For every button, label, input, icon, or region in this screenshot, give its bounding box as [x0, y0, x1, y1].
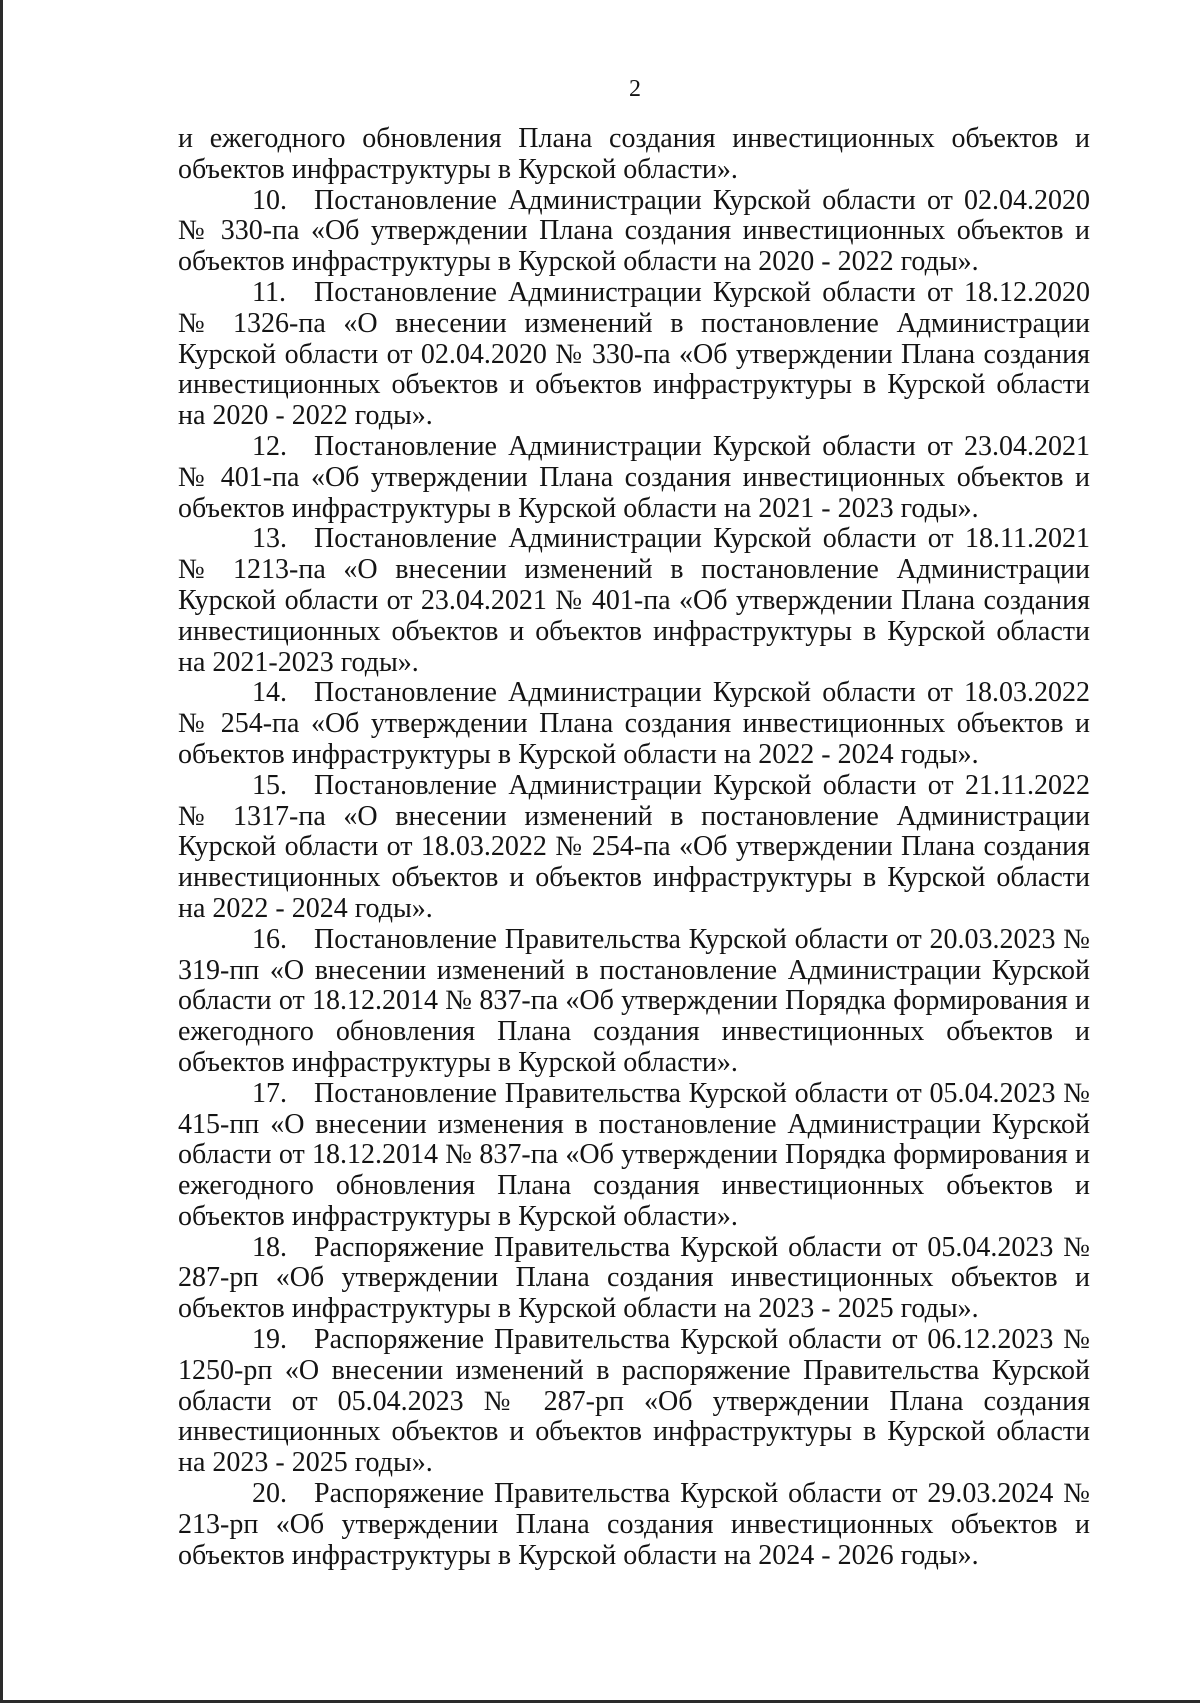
document-body: [178, 124, 1090, 1571]
item-text: Постановление Администрации Курской области от 02.04.2020 № 330-па «Об утверждении Плана создания инвестиционных объектов и объектов инфраструктуры в Курской области на 2020 - 2022 годы».: [178, 184, 1090, 278]
list-item: [178, 1479, 1090, 1571]
item-number: 18.: [252, 1231, 287, 1263]
item-number: 13.: [252, 523, 287, 555]
item-number: 11.: [252, 276, 286, 308]
list-item: [178, 524, 1090, 678]
list-item: [178, 432, 1090, 524]
item-text: Постановление Администрации Курской области от 18.11.2021 № 1213-па «О внесении изменений в постановление Администрации Курской области от 23.04.2021 № 401-па «Об утверждении Плана создания инвестиционных объектов и объектов инфраструктуры в Курской области на 2021-2023 годы».: [178, 523, 1090, 678]
item-number: 10.: [252, 184, 287, 216]
item-text: Постановление Правительства Курской области от 20.03.2023 № 319-пп «О внесении изменений в постановление Администрации Курской области от 18.12.2014 № 837-па «Об утверждении Порядка формирования и ежегодного обновления Плана создания инвестиционных объектов и объектов инфраструктуры в Курской области».: [178, 923, 1090, 1078]
item-text: Постановление Администрации Курской области от 23.04.2021 № 401-па «Об утверждении Плана создания инвестиционных объектов и объектов инфраструктуры в Курской области на 2021 - 2023 годы».: [178, 430, 1090, 524]
item-text: Постановление Администрации Курской области от 18.12.2020 № 1326-па «О внесении изменений в постановление Администрации Курской области от 02.04.2020 № 330-па «Об утверждении Плана создания инвестиционных объектов и объектов инфраструктуры в Курской области на 2020 - 2022 годы».: [178, 276, 1090, 432]
list-item: [178, 1325, 1090, 1479]
list-item: [178, 678, 1090, 770]
list-item: [178, 925, 1090, 1079]
item-number: 19.: [252, 1324, 287, 1356]
list-item: [178, 186, 1090, 278]
item-number: 20.: [252, 1478, 287, 1510]
list-item: [178, 278, 1090, 432]
item-number: 16.: [252, 923, 287, 955]
intro-paragraph: и ежегодного обновления Плана создания инвестиционных объектов и объектов инфраструктуры в Курской области».: [178, 123, 1090, 185]
item-text: Распоряжение Правительства Курской области от 06.12.2023 № 1250-рп «О внесении изменений в распоряжение Правительства Курской области от 05.04.2023 № 287-рп «Об утверждении Плана создания инвестиционных объектов и объектов инфраструктуры в Курской области на 2023 - 2025 годы».: [178, 1324, 1090, 1479]
list-item: [178, 1233, 1090, 1325]
item-number: 14.: [252, 677, 287, 709]
scan-edge-left: [0, 0, 3, 1703]
item-number: 12.: [252, 430, 287, 462]
item-text: Постановление Администрации Курской области от 21.11.2022 № 1317-па «О внесении изменений в постановление Администрации Курской области от 18.03.2022 № 254-па «Об утверждении Плана создания инвестиционных объектов и объектов инфраструктуры в Курской области на 2022 - 2024 годы».: [178, 769, 1090, 924]
list-item: [178, 1079, 1090, 1233]
item-text: Распоряжение Правительства Курской области от 05.04.2023 № 287-рп «Об утверждении Плана создания инвестиционных объектов и объектов инфраструктуры в Курской области на 2023 - 2025 годы».: [178, 1231, 1090, 1325]
item-number: 17.: [252, 1077, 287, 1109]
item-number: 15.: [252, 769, 287, 801]
item-text: Постановление Администрации Курской области от 18.03.2022 № 254-па «Об утверждении Плана создания инвестиционных объектов и объектов инфраструктуры в Курской области на 2022 - 2024 годы».: [178, 677, 1090, 770]
item-text: Распоряжение Правительства Курской области от 29.03.2024 № 213-рп «Об утверждении Плана создания инвестиционных объектов и объектов инфраструктуры в Курской области на 2024 - 2026 годы».: [178, 1478, 1090, 1571]
list-item: [178, 771, 1090, 925]
page-number: 2: [629, 76, 641, 102]
item-text: Постановление Правительства Курской области от 05.04.2023 № 415-пп «О внесении изменения в постановление Администрации Курской области от 18.12.2014 № 837-па «Об утверждении Порядка формирования и ежегодного обновления Плана создания инвестиционных объектов и объектов инфраструктуры в Курской области».: [178, 1077, 1090, 1232]
